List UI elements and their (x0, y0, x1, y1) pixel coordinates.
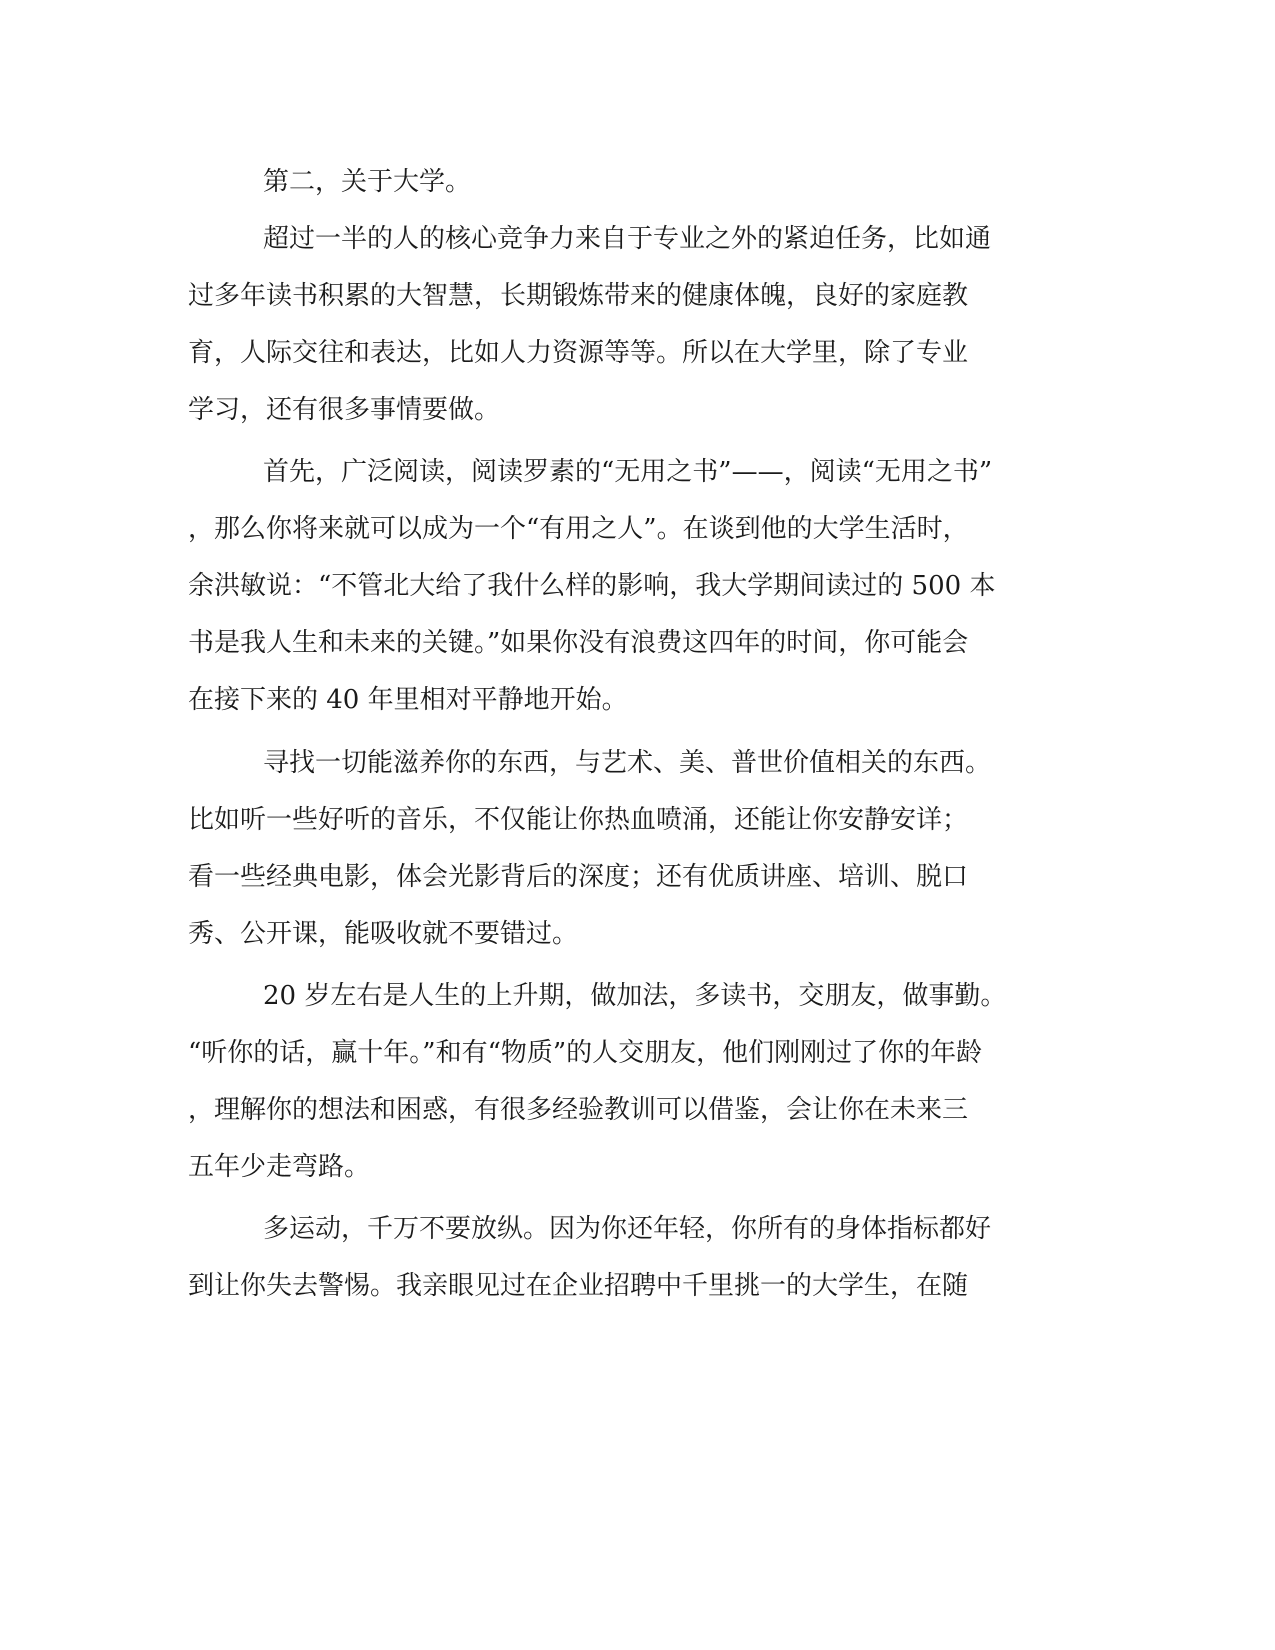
paragraph-line: 20 岁左右是人生的上升期，做加法，多读书，交朋友，做事勤。 (263, 981, 1007, 1011)
paragraph-line: 看一些经典电影，体会光影背后的深度；还有优质讲座、培训、脱口 (188, 862, 969, 892)
paragraph-line: 首先，广泛阅读，阅读罗素的“无用之书”——，阅读“无用之书” (263, 457, 993, 487)
paragraph-line: 学习，还有很多事情要做。 (188, 395, 501, 425)
paragraph-line: 书是我人生和未来的关键。”如果你没有浪费这四年的时间，你可能会 (188, 628, 969, 658)
paragraph-line: 过多年读书积累的大智慧，长期锻炼带来的健康体魄，良好的家庭教 (188, 281, 969, 311)
paragraph-line: 到让你失去警惕。我亲眼见过在企业招聘中千里挑一的大学生，在随 (188, 1271, 969, 1301)
paragraph-line: 寻找一切能滋养你的东西，与艺术、美、普世价值相关的东西。 (263, 748, 992, 778)
paragraph-line: 在接下来的 40 年里相对平静地开始。 (188, 685, 628, 715)
paragraph-line: ，那么你将来就可以成为一个“有用之人”。在谈到他的大学生活时， (188, 514, 969, 544)
paragraph-line: 超过一半的人的核心竞争力来自于专业之外的紧迫任务，比如通 (263, 224, 992, 254)
paragraph-line: ，理解你的想法和困惑，有很多经验教训可以借鉴，会让你在未来三 (188, 1095, 969, 1125)
paragraph-line: 比如听一些好听的音乐，不仅能让你热血喷涌，还能让你安静安详； (188, 805, 969, 835)
paragraph-line: 五年少走弯路。 (188, 1152, 371, 1182)
paragraph-line: 多运动，千万不要放纵。因为你还年轻，你所有的身体指标都好 (263, 1214, 992, 1244)
paragraph-line: 秀、公开课，能吸收就不要错过。 (188, 919, 579, 949)
paragraph-line: “听你的话，赢十年。”和有“物质”的人交朋友，他们刚刚过了你的年龄 (188, 1038, 983, 1068)
paragraph-line: 育，人际交往和表达，比如人力资源等等。所以在大学里，除了专业 (188, 338, 969, 368)
paragraph-line: 余洪敏说：“不管北大给了我什么样的影响，我大学期间读过的 500 本 (188, 571, 996, 601)
paragraph-heading-line: 第二，关于大学。 (263, 167, 472, 197)
